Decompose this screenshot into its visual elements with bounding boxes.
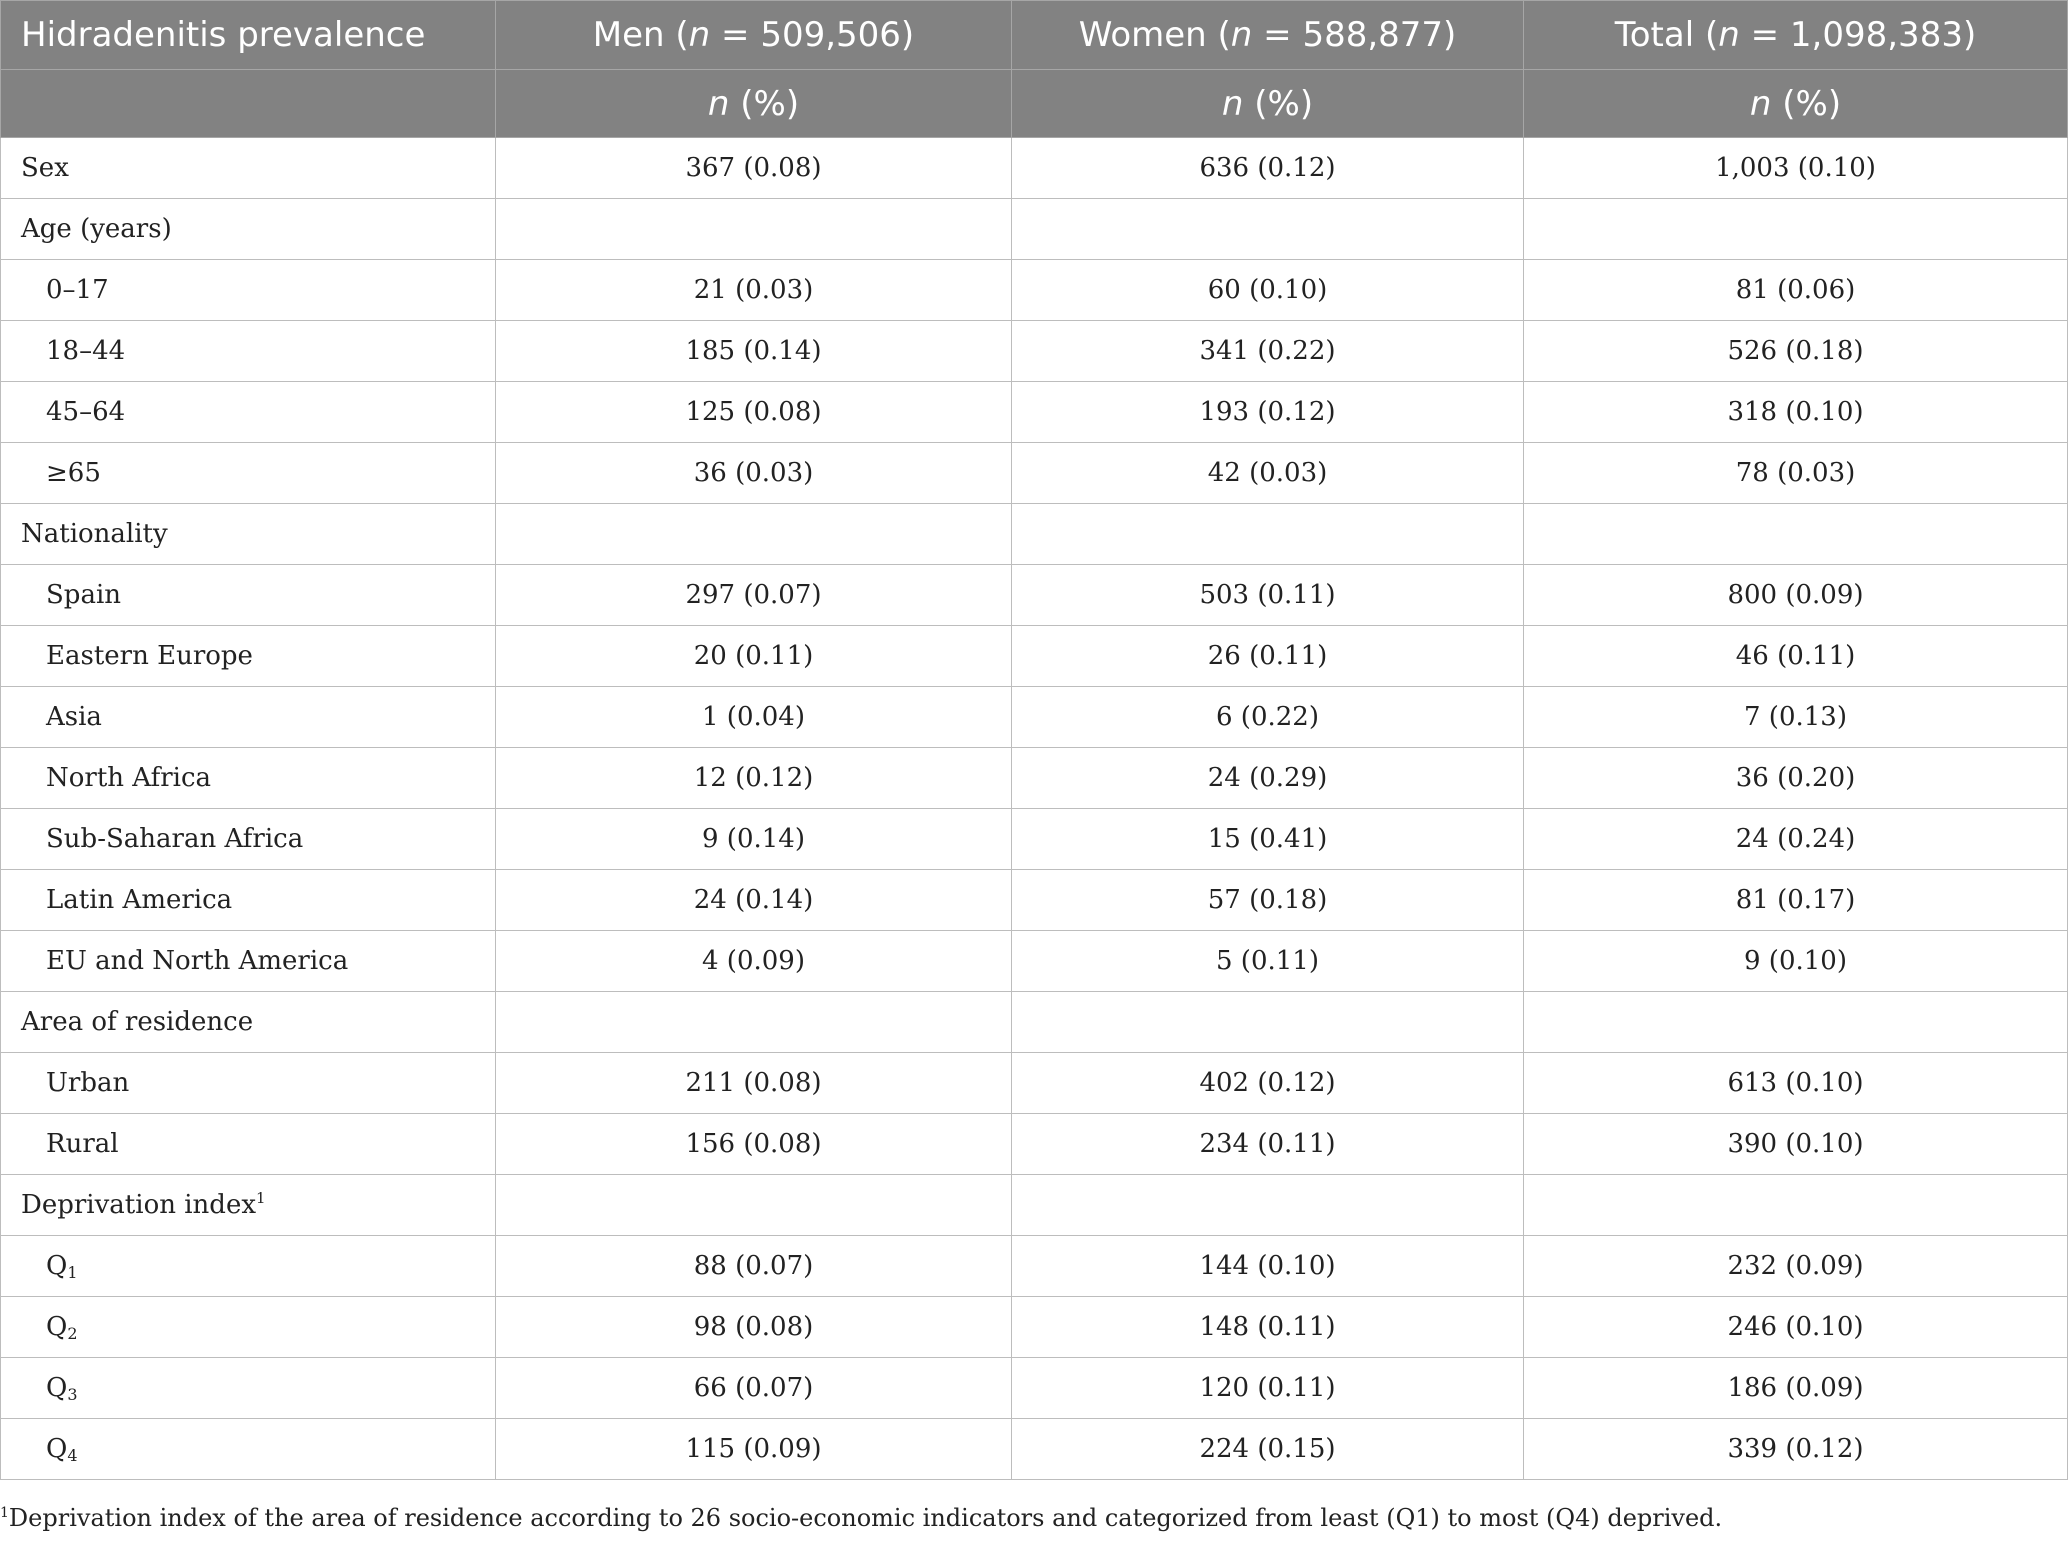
subheader-pct: (%) <box>729 83 800 124</box>
header-hidradenitis-prevalence <box>1 1 496 70</box>
cell-men: 88 (0.07) <box>496 1236 1012 1297</box>
subheader-n: n <box>1749 83 1772 124</box>
header-total <box>1524 1 2068 70</box>
cell-women: 26 (0.11) <box>1012 626 1524 687</box>
header-men-n: n <box>688 15 711 55</box>
empty-cell <box>1524 1175 2068 1236</box>
cell-men: 20 (0.11) <box>496 626 1012 687</box>
cell-total: 46 (0.11) <box>1524 626 2068 687</box>
table-row <box>1 443 2068 504</box>
cell-men: 115 (0.09) <box>496 1419 1012 1480</box>
header-men <box>496 1 1012 70</box>
cell-women: 57 (0.18) <box>1012 870 1524 931</box>
table-footnote <box>0 1504 1722 1532</box>
header-women <box>1012 1 1524 70</box>
row-label-text: Eastern Europe <box>46 641 253 671</box>
cell-total: 81 (0.06) <box>1524 260 2068 321</box>
cell-total: 9 (0.10) <box>1524 931 2068 992</box>
row-label <box>1 260 496 321</box>
row-label <box>1 443 496 504</box>
header-total-count: = 1,098,383) <box>1739 15 1977 55</box>
table-row <box>1 870 2068 931</box>
empty-cell <box>496 1175 1012 1236</box>
header-row <box>1 1 2068 70</box>
table-row <box>1 1419 2068 1480</box>
cell-women: 402 (0.12) <box>1012 1053 1524 1114</box>
footnote-ref: 1 <box>256 1189 266 1207</box>
row-label <box>1 565 496 626</box>
quartile-subscript: 3 <box>67 1385 78 1404</box>
quartile-subscript: 2 <box>67 1324 78 1343</box>
row-label-text: 18–44 <box>46 336 126 366</box>
cell-women: 6 (0.22) <box>1012 687 1524 748</box>
row-label-text: Q <box>46 1434 68 1464</box>
subheader-empty <box>1 70 496 138</box>
row-label <box>1 382 496 443</box>
cell-women: 234 (0.11) <box>1012 1114 1524 1175</box>
cell-total: 78 (0.03) <box>1524 443 2068 504</box>
group-header-row <box>1 504 2068 565</box>
cell-men: 21 (0.03) <box>496 260 1012 321</box>
table-row <box>1 809 2068 870</box>
cell-women: 503 (0.11) <box>1012 565 1524 626</box>
cell-women: 144 (0.10) <box>1012 1236 1524 1297</box>
subheader-pct: (%) <box>1243 83 1314 124</box>
row-label-text: Spain <box>46 580 122 610</box>
cell-women: 42 (0.03) <box>1012 443 1524 504</box>
cell-men: 125 (0.08) <box>496 382 1012 443</box>
empty-cell <box>1524 992 2068 1053</box>
table-row <box>1 1114 2068 1175</box>
cell-men: 185 (0.14) <box>496 321 1012 382</box>
cell-total: 390 (0.10) <box>1524 1114 2068 1175</box>
quartile-subscript: 1 <box>67 1263 78 1282</box>
empty-cell <box>1012 992 1524 1053</box>
row-label <box>1 1053 496 1114</box>
cell-men: 36 (0.03) <box>496 443 1012 504</box>
group-header-row <box>1 199 2068 260</box>
table-row <box>1 138 2068 199</box>
header-men-label: Men ( <box>592 15 689 55</box>
table-row <box>1 1053 2068 1114</box>
cell-men: 211 (0.08) <box>496 1053 1012 1114</box>
row-label-text: Q <box>46 1373 68 1403</box>
row-label-text: Asia <box>46 702 102 732</box>
row-label-text: Sub-Saharan Africa <box>46 824 304 854</box>
row-label-text: Urban <box>46 1068 130 1098</box>
row-label <box>1 1114 496 1175</box>
cell-men: 12 (0.12) <box>496 748 1012 809</box>
table-row <box>1 1236 2068 1297</box>
cell-total: 7 (0.13) <box>1524 687 2068 748</box>
empty-cell <box>496 199 1012 260</box>
cell-total: 339 (0.12) <box>1524 1419 2068 1480</box>
header-col0-label: Hidradenitis prevalence <box>21 15 426 55</box>
group-label <box>1 1175 496 1236</box>
group-label-text: Nationality <box>21 519 168 549</box>
row-label-text: EU and North America <box>46 946 349 976</box>
row-label-text: ≥65 <box>46 458 101 488</box>
row-label <box>1 931 496 992</box>
row-label <box>1 870 496 931</box>
cell-men: 367 (0.08) <box>496 138 1012 199</box>
cell-men: 1 (0.04) <box>496 687 1012 748</box>
quartile-subscript: 4 <box>67 1446 78 1465</box>
row-label <box>1 809 496 870</box>
cell-women: 193 (0.12) <box>1012 382 1524 443</box>
cell-women: 60 (0.10) <box>1012 260 1524 321</box>
cell-men: 297 (0.07) <box>496 565 1012 626</box>
table-row <box>1 382 2068 443</box>
subheader-pct: (%) <box>1771 83 1842 124</box>
row-label-text: 0–17 <box>46 275 109 305</box>
row-label <box>1 1419 496 1480</box>
cell-men: 98 (0.08) <box>496 1297 1012 1358</box>
cell-men: 9 (0.14) <box>496 809 1012 870</box>
row-label-text: Q <box>46 1251 68 1281</box>
table-row <box>1 1358 2068 1419</box>
empty-cell <box>496 992 1012 1053</box>
cell-women: 224 (0.15) <box>1012 1419 1524 1480</box>
table-header <box>1 1 2068 138</box>
row-label-text: Latin America <box>46 885 233 915</box>
cell-total: 526 (0.18) <box>1524 321 2068 382</box>
group-label-text: Deprivation index <box>21 1190 256 1220</box>
row-label-text: 45–64 <box>46 397 126 427</box>
empty-cell <box>1012 1175 1524 1236</box>
cell-women: 15 (0.41) <box>1012 809 1524 870</box>
cell-total: 1,003 (0.10) <box>1524 138 2068 199</box>
header-women-count: = 588,877) <box>1252 15 1457 55</box>
row-label <box>1 626 496 687</box>
table-row <box>1 321 2068 382</box>
group-label-text: Age (years) <box>21 214 172 244</box>
footnote-marker: 1 <box>0 1505 9 1521</box>
row-label-text: Sex <box>21 153 69 183</box>
table-row <box>1 1297 2068 1358</box>
table-row <box>1 260 2068 321</box>
subheader-row <box>1 70 2068 138</box>
row-label <box>1 1358 496 1419</box>
empty-cell <box>1012 199 1524 260</box>
subheader-men <box>496 70 1012 138</box>
header-women-n: n <box>1230 15 1253 55</box>
cell-total: 232 (0.09) <box>1524 1236 2068 1297</box>
row-label <box>1 748 496 809</box>
group-label <box>1 992 496 1053</box>
row-label <box>1 687 496 748</box>
cell-total: 318 (0.10) <box>1524 382 2068 443</box>
group-header-row <box>1 992 2068 1053</box>
table-row <box>1 931 2068 992</box>
row-label <box>1 1297 496 1358</box>
cell-women: 636 (0.12) <box>1012 138 1524 199</box>
group-label-text: Area of residence <box>21 1007 254 1037</box>
header-total-label: Total ( <box>1614 15 1719 55</box>
empty-cell <box>1012 504 1524 565</box>
table-row <box>1 626 2068 687</box>
cell-total: 800 (0.09) <box>1524 565 2068 626</box>
row-label-text: Q <box>46 1312 68 1342</box>
subheader-n: n <box>1221 83 1244 124</box>
cell-total: 36 (0.20) <box>1524 748 2068 809</box>
table-row <box>1 687 2068 748</box>
subheader-women <box>1012 70 1524 138</box>
cell-women: 148 (0.11) <box>1012 1297 1524 1358</box>
group-header-row <box>1 1175 2068 1236</box>
row-label-text: Rural <box>46 1129 119 1159</box>
table-row <box>1 565 2068 626</box>
cell-men: 4 (0.09) <box>496 931 1012 992</box>
subheader-n: n <box>707 83 730 124</box>
subheader-total <box>1524 70 2068 138</box>
row-label <box>1 138 496 199</box>
cell-total: 24 (0.24) <box>1524 809 2068 870</box>
cell-women: 120 (0.11) <box>1012 1358 1524 1419</box>
table-body <box>1 138 2068 1480</box>
footnote-text: Deprivation index of the area of residence according to 26 socio-economic indicators and categorized from least (Q1) to most (Q4) deprived. <box>8 1504 1723 1532</box>
cell-total: 186 (0.09) <box>1524 1358 2068 1419</box>
cell-men: 156 (0.08) <box>496 1114 1012 1175</box>
row-label-text: North Africa <box>46 763 212 793</box>
cell-total: 613 (0.10) <box>1524 1053 2068 1114</box>
cell-total: 81 (0.17) <box>1524 870 2068 931</box>
cell-men: 66 (0.07) <box>496 1358 1012 1419</box>
cell-women: 341 (0.22) <box>1012 321 1524 382</box>
row-label <box>1 1236 496 1297</box>
cell-women: 5 (0.11) <box>1012 931 1524 992</box>
row-label <box>1 321 496 382</box>
header-women-label: Women ( <box>1078 15 1231 55</box>
cell-total: 246 (0.10) <box>1524 1297 2068 1358</box>
empty-cell <box>1524 504 2068 565</box>
cell-men: 24 (0.14) <box>496 870 1012 931</box>
empty-cell <box>496 504 1012 565</box>
group-label <box>1 504 496 565</box>
header-total-n: n <box>1718 15 1740 55</box>
header-men-count: = 509,506) <box>710 15 915 55</box>
empty-cell <box>1524 199 2068 260</box>
table-row <box>1 748 2068 809</box>
cell-women: 24 (0.29) <box>1012 748 1524 809</box>
group-label <box>1 199 496 260</box>
